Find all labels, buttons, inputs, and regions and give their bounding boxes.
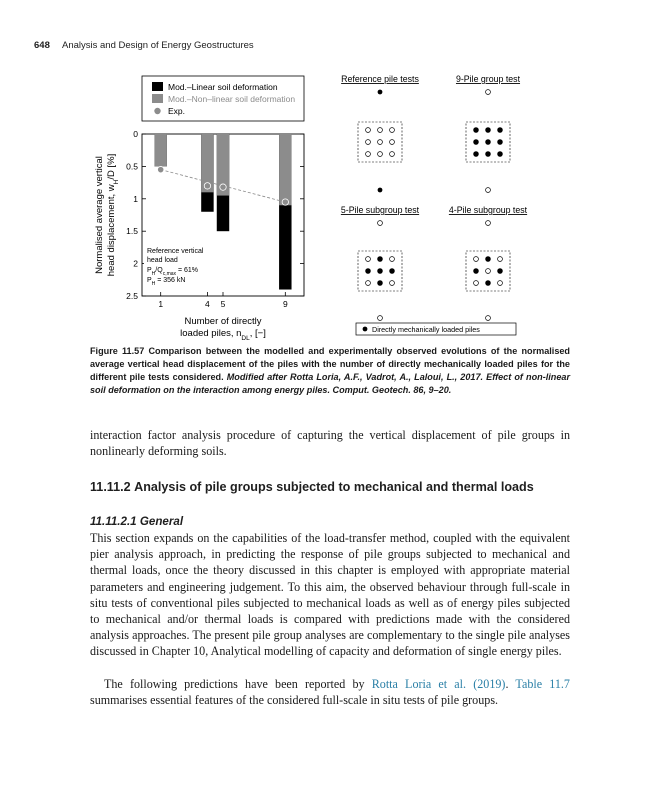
paragraph-intro [90, 427, 570, 459]
x-tick-label: 1 [158, 299, 164, 309]
y-tick-label: 2.5 [126, 291, 138, 301]
y-tick-label: 0.5 [126, 161, 138, 172]
reference-grid-pile [366, 140, 371, 145]
reference-load-annotation [144, 244, 208, 292]
paragraph-1 [90, 530, 570, 660]
paragraph-1-text: This section expands on the capabilities of the load-transfer method, coupled with the equivalent pier analysis approach, in predicting the response of pile groups subjected to mechanical and thermal loads, once the theory discussed in this chapter is employed with appropriate material parameters and engineering judgement. To this aim, the observed behaviour through full-scale in situ tests of conventional piles subjected to mechanical loads as well as of energy piles subjected to mechanical and/or thermal loads is compared with predictions made with the considered analysis approaches. The present pile group analyses are complementary to the single pile analyses discussed in Chapter 10, Analytical modelling of capacity and deformation of single energy piles. [90, 531, 570, 659]
bar-nonlinear [279, 134, 291, 205]
9-pile-open-pile [486, 90, 491, 95]
y-axis-label-line1: Normalised average vertical [94, 156, 105, 274]
exp-point [204, 183, 210, 189]
y-tick-label: 1.5 [126, 226, 138, 237]
section-heading [90, 480, 570, 495]
subsection-title: General [139, 515, 184, 528]
4-pile-grid-pile [486, 269, 491, 274]
9-pile-grid-pile [474, 140, 479, 145]
exp-point [157, 166, 163, 172]
reference-grid-pile [390, 128, 395, 133]
section-title: Analysis of pile groups subjected to mechanical and thermal loads [134, 480, 534, 494]
4-pile-under-title-pile [486, 221, 491, 226]
9-pile-grid-pile [474, 128, 479, 133]
book-title: Analysis and Design of Energy Geostructures [61, 40, 254, 51]
annotation-load: $P_H = 356$ kN [147, 277, 186, 287]
9-pile-grid-pile [498, 152, 503, 157]
legend-swatch-linear [152, 82, 163, 91]
4-pile-grid-pile [498, 257, 503, 262]
schematic-title-reference: Reference pile tests [341, 74, 419, 84]
5-pile-grid-pile [366, 281, 371, 286]
5-pile-grid-pile [366, 269, 371, 274]
annotation-line1: Reference vertical [147, 248, 204, 255]
legend-swatch-nonlinear [152, 94, 163, 103]
figure-caption [90, 345, 570, 397]
y-tick-label: 1 [133, 193, 138, 204]
schematic-title-5-pile: 5-Pile subgroup test [340, 205, 420, 215]
5-pile-under-title-pile [378, 221, 383, 226]
x-tick-label: 5 [220, 299, 226, 309]
paragraph-2 [90, 676, 570, 708]
y-axis-label-line2: head displacement, $w_H/D$ [%] [106, 153, 120, 277]
x-tick-label: 4 [205, 299, 210, 309]
schematic-title-4-pile: 4-Pile subgroup test [448, 205, 528, 215]
chart-legend [142, 76, 304, 121]
x-axis-label-line1: Number of directly [184, 316, 262, 327]
annotation-ratio: $P_H/Q_{c,max} = 61\%$ [147, 267, 199, 277]
running-head [34, 40, 254, 51]
annotation-line2: head load [147, 257, 178, 264]
4-pile-bottom-pile [486, 316, 491, 321]
reference-loaded-pile [378, 90, 383, 95]
page-number: 648 [34, 40, 50, 51]
y-tick-label: 0 [133, 129, 138, 139]
section-number: 11.11.2 [90, 480, 131, 494]
caption-text: Comparison between the modelled and experimentally observed evolutions of the normalised average vertical head displacement of the piles with the number of directly mechanically loaded piles for the different pile tests considered. [90, 346, 570, 382]
x-tick-label: 9 [282, 299, 288, 309]
reference-grid-pile [378, 140, 383, 145]
legend-marker-exp [154, 108, 160, 114]
schematic-legend-label: Directly mechanically loaded piles [372, 325, 480, 334]
paragraph-2-text: The following predictions have been reported by Rotta Loria et al. (2019). Table 11.7 summarises essential features of the considered full-scale in situ tests of pile groups. [90, 677, 570, 708]
schematic-legend-marker [363, 327, 368, 332]
exp-point [220, 184, 226, 190]
reference-grid-pile [366, 128, 371, 133]
reference-grid-pile [390, 140, 395, 145]
9-pile-grid-pile [486, 140, 491, 145]
5-pile-grid-pile [366, 257, 371, 262]
legend-label-nonlinear: Mod.–Non–linear soil deformation [168, 94, 296, 104]
bar-nonlinear [154, 134, 166, 166]
exp-point [282, 199, 288, 205]
legend-label-linear: Mod.–Linear soil deformation [168, 82, 278, 92]
9-pile-grid-pile [474, 152, 479, 157]
caption-label: Figure 11.57 [90, 346, 145, 356]
reference-grid-pile [366, 152, 371, 157]
5-pile-grid-pile [378, 281, 383, 286]
5-pile-bottom-pile [378, 316, 383, 321]
figure-11-57 [80, 66, 540, 341]
4-pile-grid-pile [474, 257, 479, 262]
4-pile-grid-pile [486, 281, 491, 286]
4-pile-grid-pile [486, 257, 491, 262]
5-pile-grid-pile [390, 281, 395, 286]
reference-grid-pile [390, 152, 395, 157]
4-pile-grid-pile [474, 269, 479, 274]
legend-label-exp: Exp. [168, 106, 186, 116]
table-link[interactable]: Table 11.7 [515, 677, 570, 691]
9-pile-grid-pile [486, 128, 491, 133]
y-tick-label: 2 [133, 258, 138, 269]
schematic-title-9-pile: 9-Pile group test [455, 74, 521, 84]
5-pile-grid-pile [378, 257, 383, 262]
4-pile-grid-pile [474, 281, 479, 286]
9-pile-grid-pile [498, 128, 503, 133]
citation-link[interactable]: Rotta Loria et al. (2019) [371, 677, 506, 691]
9-pile-grid-pile [498, 140, 503, 145]
5-pile-grid-pile [378, 269, 383, 274]
5-pile-top-pile [378, 188, 383, 193]
5-pile-grid-pile [390, 257, 395, 262]
subsection-number: 11.11.2.1 [90, 515, 137, 528]
4-pile-grid-pile [498, 281, 503, 286]
schematic-legend [356, 323, 516, 335]
9-pile-grid-pile [486, 152, 491, 157]
subsection-heading [90, 515, 183, 528]
4-pile-top-pile [486, 188, 491, 193]
5-pile-grid-pile [390, 269, 395, 274]
caption-source: Modified after Rotta Loria, A.F., Vadrot, A., Laloui, L., 2017. Effect of non-linear soil deformation on the interaction among energy piles. Comput. Geotech. 86, 9–20. [90, 372, 570, 395]
reference-grid-pile [378, 152, 383, 157]
paragraph-intro-text: interaction factor analysis procedure of capturing the vertical displacement of pile groups in nonlinearly deforming soils. [90, 428, 570, 459]
reference-grid-pile [378, 128, 383, 133]
x-axis-label-line2: loaded piles, $n_{DL}$, [−] [180, 328, 266, 341]
4-pile-grid-pile [498, 269, 503, 274]
